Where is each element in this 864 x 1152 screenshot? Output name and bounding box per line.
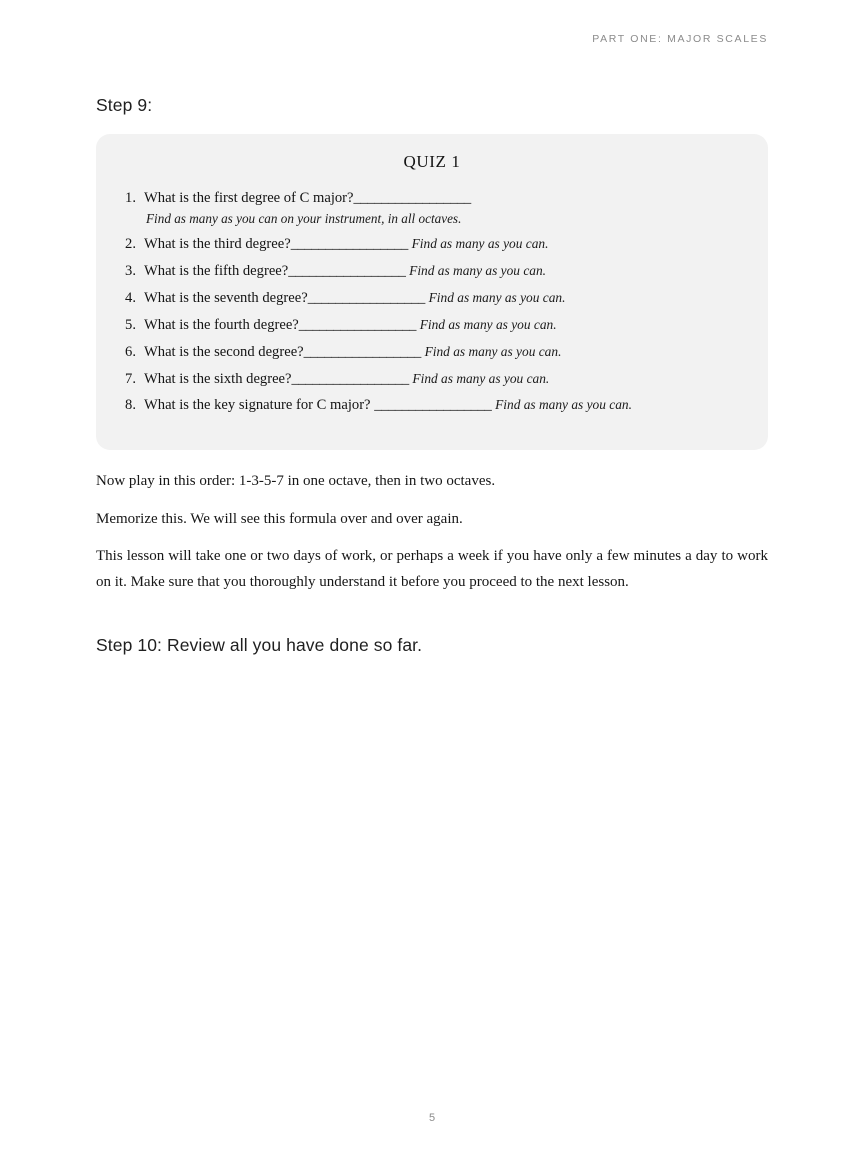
quiz-item — [118, 398, 750, 413]
quiz-item — [118, 291, 750, 306]
body-paragraph-1: Now play in this order: 1-3-5-7 in one octave, then in two octaves. — [96, 473, 496, 489]
quiz-item-number: 1. — [125, 190, 136, 206]
quiz-item — [118, 345, 750, 360]
quiz-item-note: Find as many as you can. — [495, 397, 632, 413]
quiz-item-question: What is the first degree of C major? — [144, 190, 354, 206]
page-number: 5 — [428, 1112, 436, 1124]
quiz-item-number: 3. — [125, 262, 136, 279]
quiz-item-question: What is the second degree? — [144, 343, 304, 360]
quiz-item-number: 8. — [125, 397, 136, 414]
quiz-item-number: 5. — [125, 316, 136, 333]
quiz-item-subnote: Find as many as you can on your instrument, in all octaves. — [146, 210, 462, 226]
quiz-item-number: 4. — [125, 289, 136, 306]
body-paragraph-3: This lesson will take one or two days of work, or perhaps a week if you have only a few minutes a day to work on it. Make sure that you thoroughly understand it before you proceed to the next lesson. — [96, 548, 768, 590]
quiz-item-number: 2. — [125, 236, 136, 253]
step-9-heading: Step 9: — [96, 95, 153, 115]
quiz-item-note: Find as many as you can. — [412, 370, 550, 386]
quiz-item-answer-blank[interactable]: _________________ — [291, 370, 409, 387]
quiz-item — [118, 264, 750, 279]
quiz-item-answer-blank[interactable]: _________________ — [353, 190, 471, 206]
quiz-item-note: Find as many as you can. — [424, 343, 562, 359]
quiz-item-note: Find as many as you can. — [411, 236, 549, 252]
quiz-item-note: Find as many as you can. — [419, 316, 557, 332]
quiz-item — [118, 372, 750, 387]
quiz-item-question: What is the sixth degree? — [144, 370, 292, 387]
quiz-item-number: 7. — [125, 370, 136, 387]
quiz-item — [118, 318, 750, 333]
step-10-heading: Step 10: Review all you have done so far. — [96, 635, 423, 655]
running-header: PART ONE: MAJOR SCALES — [592, 33, 768, 45]
quiz-item-note: Find as many as you can. — [428, 289, 566, 305]
quiz-item-question: What is the fifth degree? — [144, 262, 289, 279]
quiz-item-answer-blank[interactable]: _________________ — [303, 343, 421, 360]
quiz-question-list — [118, 191, 750, 413]
quiz-item-answer-blank[interactable]: _________________ — [298, 316, 417, 333]
quiz-item-answer-blank[interactable]: _________________ — [307, 289, 425, 306]
body-paragraph-2: Memorize this. We will see this formula over and over again. — [96, 511, 463, 527]
quiz-item — [118, 191, 750, 225]
quiz-item-question: What is the third degree? — [144, 236, 291, 253]
quiz-item — [118, 237, 750, 252]
quiz-item-number: 6. — [125, 343, 136, 360]
quiz-item-answer-blank[interactable]: _________________ — [288, 262, 406, 279]
quiz-title: QUIZ 1 — [403, 152, 461, 171]
quiz-item-note: Find as many as you can. — [409, 262, 547, 278]
quiz-card — [96, 134, 768, 450]
quiz-item-question: What is the fourth degree? — [144, 316, 299, 333]
quiz-item-question: What is the seventh degree? — [144, 289, 308, 306]
quiz-item-question: What is the key signature for C major? — [144, 397, 375, 414]
quiz-item-answer-blank[interactable]: _________________ — [290, 236, 408, 253]
quiz-item-answer-blank[interactable]: _________________ — [374, 397, 492, 414]
